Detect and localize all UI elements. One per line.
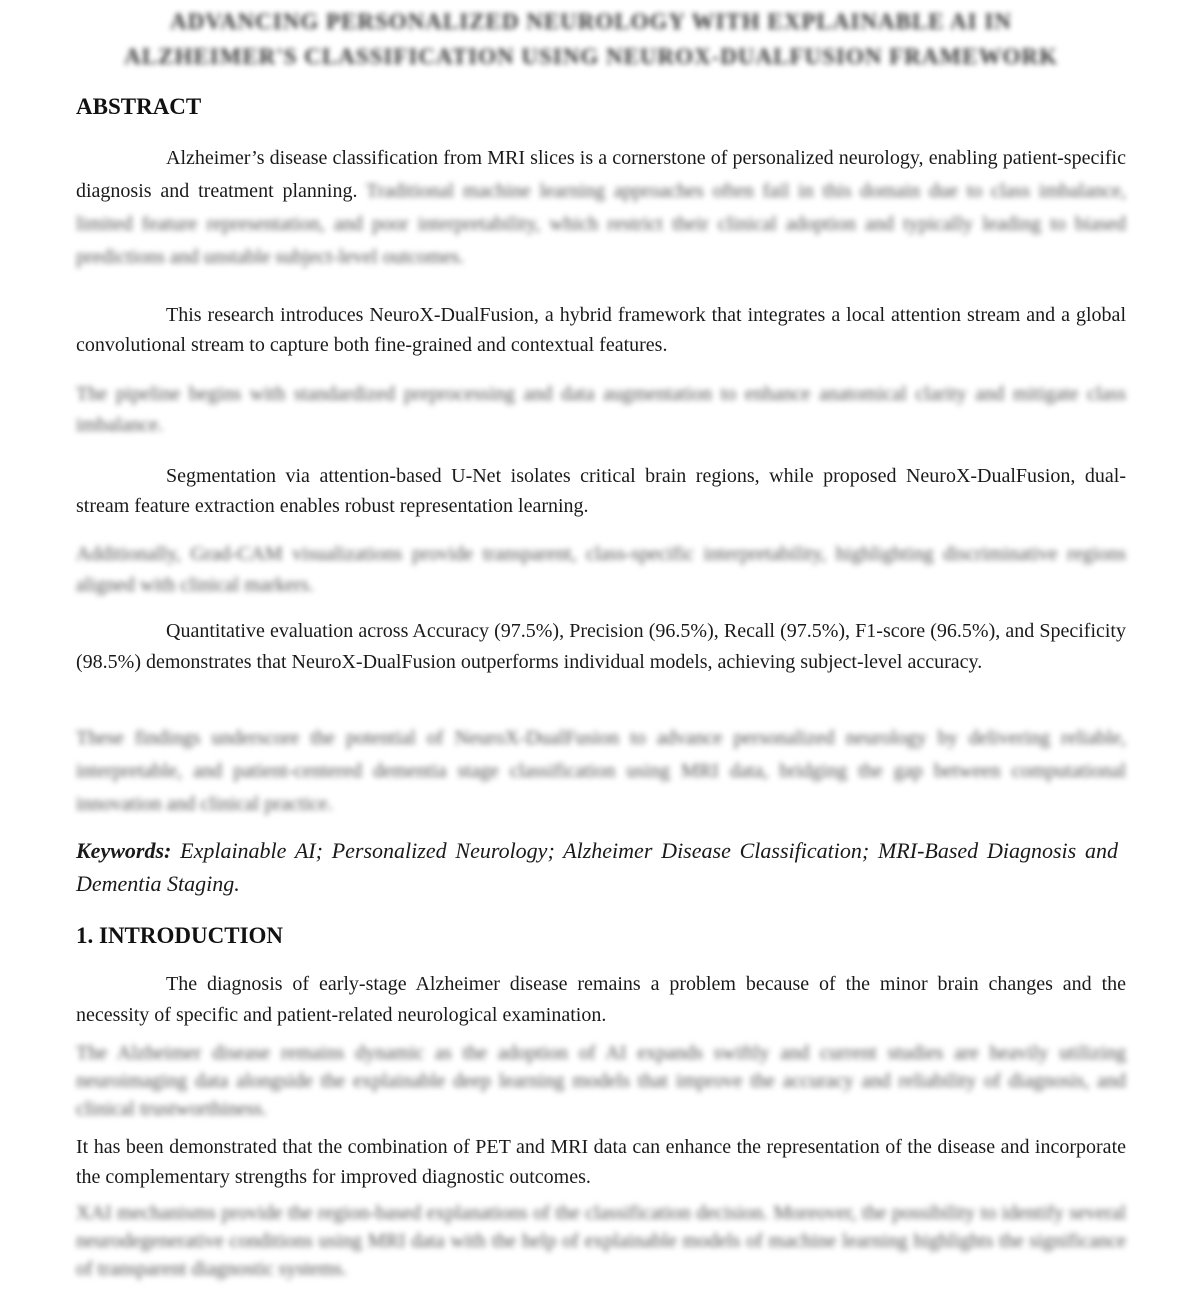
title-line-1: ADVANCING PERSONALIZED NEUROLOGY WITH EXPLAINABLE AI IN — [170, 9, 1012, 34]
introduction-heading: 1. INTRODUCTION — [76, 923, 284, 948]
abstract-paragraph-3: The pipeline begins with standardized preprocessing and data augmentation to enhance anatomical clarity and mitigate class imbalance. — [76, 383, 1126, 436]
keywords-label: Keywords: — [76, 838, 172, 863]
introduction-paragraph-4: XAI mechanisms provide the region-based explanations of the classification decision. Moreover, the possibility to identify several neurodegenerative conditions using MRI data with the help of explainable models of machine learning highlights the significance of transparent diagnostic systems. — [76, 1202, 1126, 1280]
abstract-paragraph-5: Additionally, Grad-CAM visualizations provide transparent, class-specific interpretability, highlighting discriminative regions aligned with clinical markers. — [76, 543, 1126, 596]
keywords-text: Explainable AI; Personalized Neurology; Alzheimer Disease Classification; MRI-Based Diagnosis and Dementia Staging. — [76, 838, 1118, 896]
abstract-p1-visible-text: Alzheimer’s disease classification from MRI slices is a cornerstone of personalized neurology, enabling patient-specific diagnosis and treatment planning. — [76, 147, 1126, 202]
abstract-paragraph-4: Segmentation via attention-based U-Net isolates critical brain regions, while proposed NeuroX-DualFusion, dual-stream feature extraction enables robust representation learning. — [76, 465, 1126, 517]
introduction-paragraph-2: The Alzheimer disease remains dynamic as the adoption of AI expands swiftly and current studies are heavily utilizing neuroimaging data alongside the explainable deep learning models that improve the accuracy and reliability of diagnosis, and clinical trustworthiness. — [76, 1042, 1126, 1120]
abstract-paragraph-1 — [76, 142, 1126, 274]
introduction-paragraph-1: The diagnosis of early-stage Alzheimer disease remains a problem because of the minor brain changes and the necessity of specific and patient-related neurological examination. — [76, 973, 1126, 1026]
abstract-paragraph-6: Quantitative evaluation across Accuracy (97.5%), Precision (96.5%), Recall (97.5%), F1-score (96.5%), and Specificity (98.5%) demonstrates that NeuroX-DualFusion outperforms individual models, achieving subject-level accuracy. — [76, 620, 1126, 673]
keywords-line — [76, 834, 1118, 900]
title-line-2: ALZHEIMER'S CLASSIFICATION USING NEUROX-DUALFUSION FRAMEWORK — [124, 44, 1058, 69]
introduction-paragraph-3: It has been demonstrated that the combination of PET and MRI data can enhance the representation of the disease and incorporate the complementary strengths for improved diagnostic outcomes. — [76, 1136, 1126, 1188]
abstract-heading: ABSTRACT — [76, 94, 202, 119]
paper-title — [0, 4, 1182, 74]
abstract-p1-blurred-text: Traditional machine learning approaches often fail in this domain due to class imbalance, limited feature representation, and poor interpretability, which restrict their clinical adoption and typically leading to biased predictions and unstable subject-level outcomes. — [76, 180, 1126, 268]
abstract-paragraph-7: These findings underscore the potential of NeuroX-DualFusion to advance personalized neurology by delivering reliable, interpretable, and patient-centered dementia stage classification using MRI data, bridging the gap between computational innovation and clinical practice. — [76, 727, 1126, 815]
abstract-paragraph-2: This research introduces NeuroX-DualFusion, a hybrid framework that integrates a local attention stream and a global convolutional stream to capture both fine-grained and contextual features. — [76, 304, 1126, 356]
